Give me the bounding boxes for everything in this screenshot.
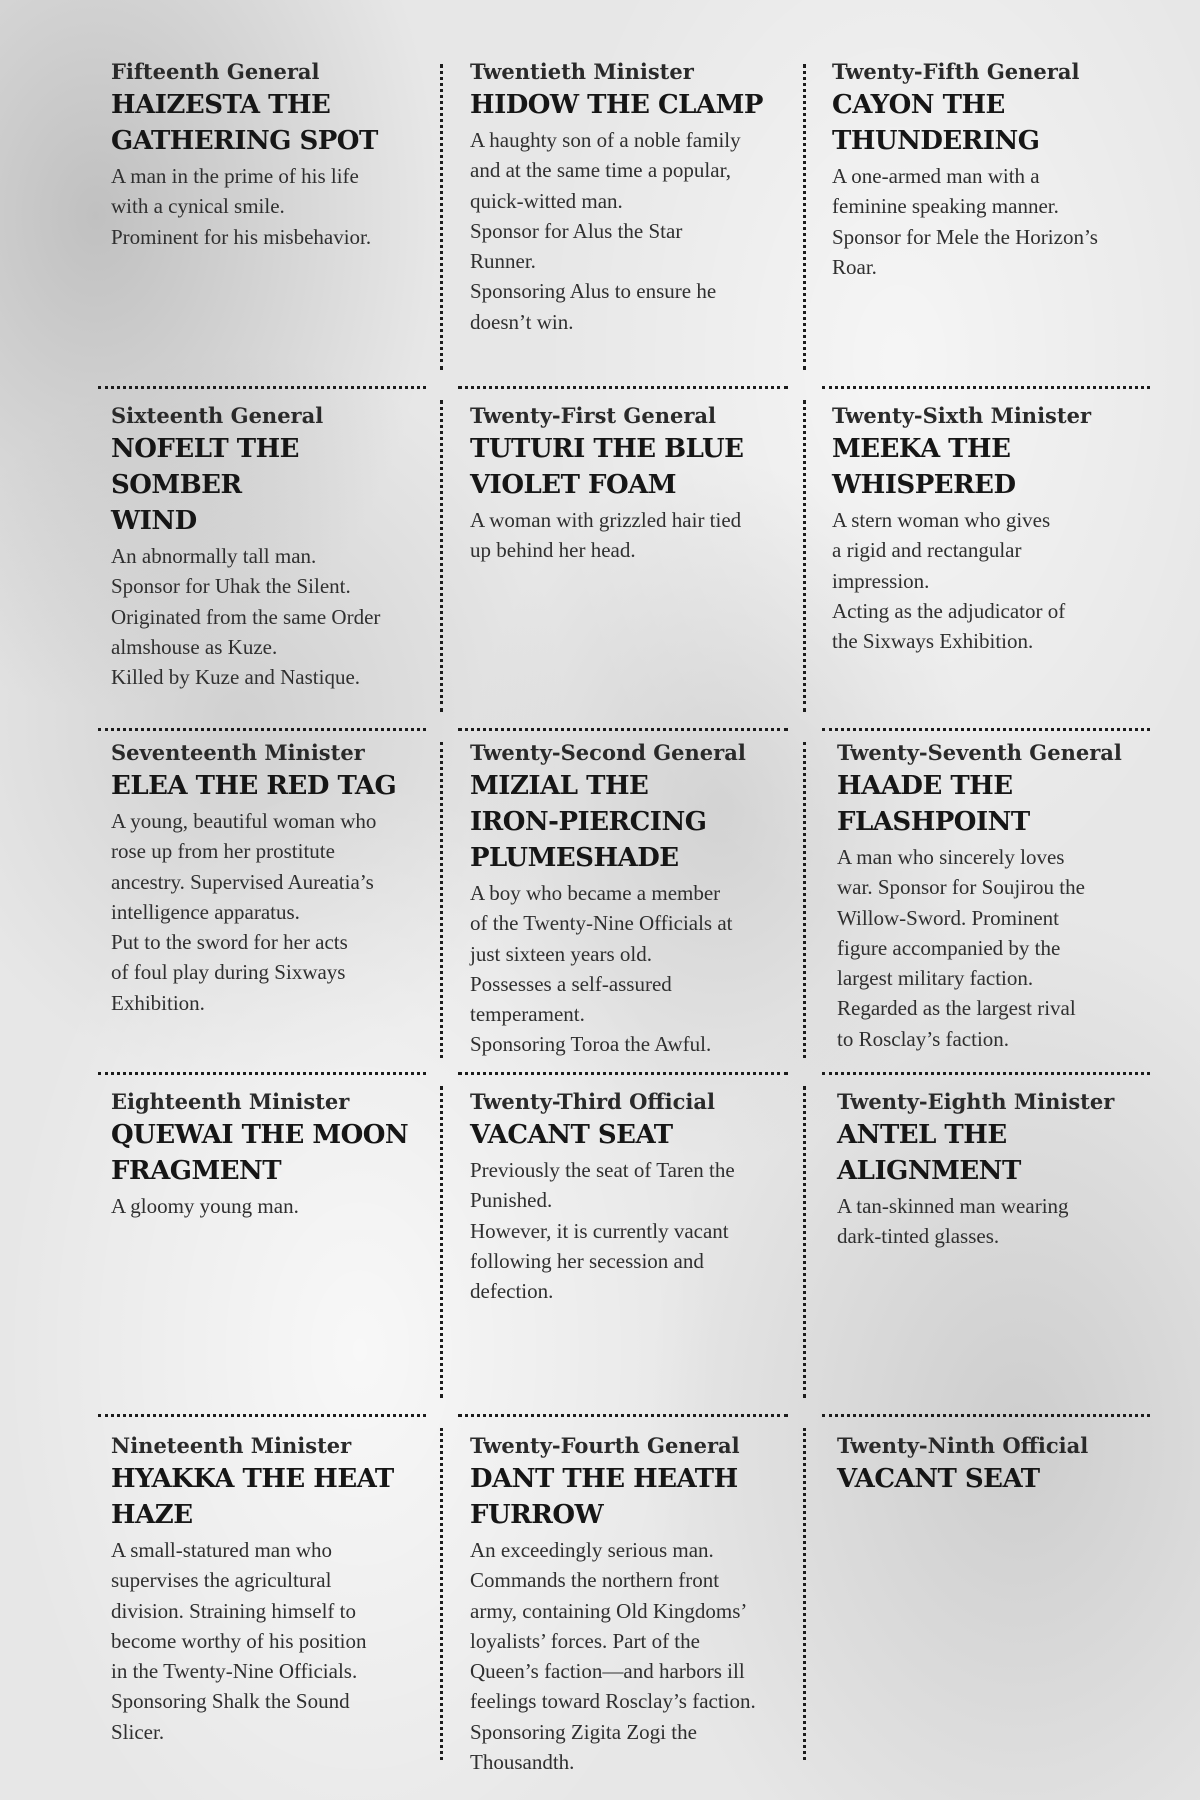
official-description: A gloomy young man. [111, 1194, 299, 1218]
column-divider [803, 1086, 806, 1398]
official-entry-twenty-ninth-official [837, 1431, 1167, 1499]
official-name: QUEWAI THE MOON FRAGMENT [111, 1120, 409, 1186]
column-divider [803, 400, 806, 712]
official-rank: Twenty-Fourth General [470, 1433, 740, 1458]
column-divider [803, 64, 806, 370]
official-entry-eighteenth-minister [111, 1087, 421, 1221]
row-divider [822, 1072, 1150, 1075]
official-rank: Twenty-First General [470, 403, 717, 428]
row-divider [458, 1414, 788, 1417]
official-description: Previously the seat of Taren the Punished. However, it is currently vacant following her secession and defection. [470, 1158, 735, 1304]
official-name: HAIZESTA THE GATHERING SPOT [111, 90, 378, 156]
column-divider [440, 400, 443, 712]
column-divider [440, 742, 443, 1058]
row-divider [98, 1414, 426, 1417]
official-rank: Twenty-Seventh General [837, 740, 1122, 765]
column-divider [440, 1428, 443, 1760]
official-name: HYAKKA THE HEAT HAZE [111, 1464, 394, 1530]
official-entry-seventeenth-minister [111, 738, 421, 1018]
official-name: TUTURI THE BLUE VIOLET FOAM [470, 434, 744, 500]
official-entry-twentieth-minister [470, 57, 790, 337]
row-divider [822, 1414, 1150, 1417]
official-entry-twenty-third-official [470, 1087, 790, 1306]
column-divider [803, 1428, 806, 1760]
official-name: ELEA THE RED TAG [111, 771, 397, 801]
official-rank: Twenty-Fifth General [832, 59, 1080, 84]
official-description: A man who sincerely loves war. Sponsor for Soujirou the Willow-Sword. Prominent figure accompanied by the largest military faction. Regarded as the largest rival to Rosclay’s faction. [837, 845, 1085, 1051]
official-description: A boy who became a member of the Twenty-Nine Officials at just sixteen years old. Possesses a self-assured temperament. Sponsoring Toroa the Awful. [470, 881, 733, 1057]
official-name: ANTEL THE ALIGNMENT [837, 1120, 1021, 1186]
official-description: A small-statured man who supervises the agricultural division. Straining himself to become worthy of his position in the Twenty-Nine Officials. Sponsoring Shalk the Sound Slicer. [111, 1538, 367, 1744]
row-divider [822, 386, 1150, 389]
row-divider [458, 1072, 788, 1075]
official-name: NOFELT THE SOMBER WIND [111, 434, 299, 536]
official-entry-twenty-fifth-general [832, 57, 1162, 282]
official-rank: Twenty-Sixth Minister [832, 403, 1092, 428]
official-entry-twenty-first-general [470, 401, 790, 566]
official-name: MEEKA THE WHISPERED [832, 434, 1016, 500]
official-rank: Fifteenth General [111, 59, 320, 84]
official-rank: Twenty-Eighth Minister [837, 1089, 1115, 1114]
column-divider [440, 1086, 443, 1398]
column-divider [440, 64, 443, 370]
official-rank: Nineteenth Minister [111, 1433, 352, 1458]
official-description: A man in the prime of his life with a cynical smile. Prominent for his misbehavior. [111, 164, 372, 249]
column-divider [803, 742, 806, 1058]
row-divider [458, 728, 788, 731]
official-entry-nineteenth-minister [111, 1431, 421, 1747]
official-entry-twenty-second-general [470, 738, 790, 1060]
official-description: An exceedingly serious man. Commands the northern front army, containing Old Kingdoms’ loyalists’ forces. Part of the Queen’s faction—and harbors ill feelings toward Rosclay’s faction. Sponsoring Zigita Zogi the Thousandth. [470, 1538, 756, 1775]
row-divider [822, 728, 1150, 731]
official-name: VACANT SEAT [470, 1120, 673, 1150]
official-description: A one-armed man with a feminine speaking manner. Sponsor for Mele the Horizon’s Roar. [832, 164, 1098, 279]
official-name: HAADE THE FLASHPOINT [837, 771, 1030, 837]
row-divider [458, 386, 788, 389]
official-description: A young, beautiful woman who rose up from her prostitute ancestry. Supervised Aureatia’s intelligence apparatus. Put to the sword for her acts of foul play during Sixways Exhibition. [111, 809, 377, 1015]
official-entry-twenty-sixth-minister [832, 401, 1162, 656]
official-description: A haughty son of a noble family and at the same time a popular, quick-witted man. Sponsor for Alus the Star Runner. Sponsoring Alus to ensure he doesn’t win. [470, 128, 741, 334]
official-rank: Seventeenth Minister [111, 740, 365, 765]
official-description: A woman with grizzled hair tied up behind her head. [470, 508, 742, 563]
official-rank: Twentieth Minister [470, 59, 694, 84]
official-rank: Eighteenth Minister [111, 1089, 350, 1114]
official-entry-twenty-fourth-general [470, 1431, 790, 1777]
official-description: An abnormally tall man. Sponsor for Uhak the Silent. Originated from the same Order almshouse as Kuze. Killed by Kuze and Nastique. [111, 544, 381, 690]
official-name: CAYON THE THUNDERING [832, 90, 1040, 156]
official-description: A stern woman who gives a rigid and rectangular impression. Acting as the adjudicator of the Sixways Exhibition. [832, 508, 1066, 654]
official-entry-twenty-eighth-minister [837, 1087, 1167, 1252]
row-divider [98, 386, 426, 389]
official-description: A tan-skinned man wearing dark-tinted glasses. [837, 1194, 1069, 1249]
official-name: MIZIAL THE IRON-PIERCING PLUMESHADE [470, 771, 707, 873]
official-rank: Twenty-Second General [470, 740, 746, 765]
official-rank: Sixteenth General [111, 403, 324, 428]
official-name: VACANT SEAT [837, 1464, 1040, 1494]
official-name: DANT THE HEATH FURROW [470, 1464, 738, 1530]
official-entry-sixteenth-general [111, 401, 421, 692]
row-divider [98, 728, 426, 731]
official-entry-twenty-seventh-general [837, 738, 1167, 1054]
official-rank: Twenty-Third Official [470, 1089, 715, 1114]
official-rank: Twenty-Ninth Official [837, 1433, 1089, 1458]
row-divider [98, 1072, 426, 1075]
official-entry-fifteenth-general [111, 57, 421, 252]
official-name: HIDOW THE CLAMP [470, 90, 763, 120]
